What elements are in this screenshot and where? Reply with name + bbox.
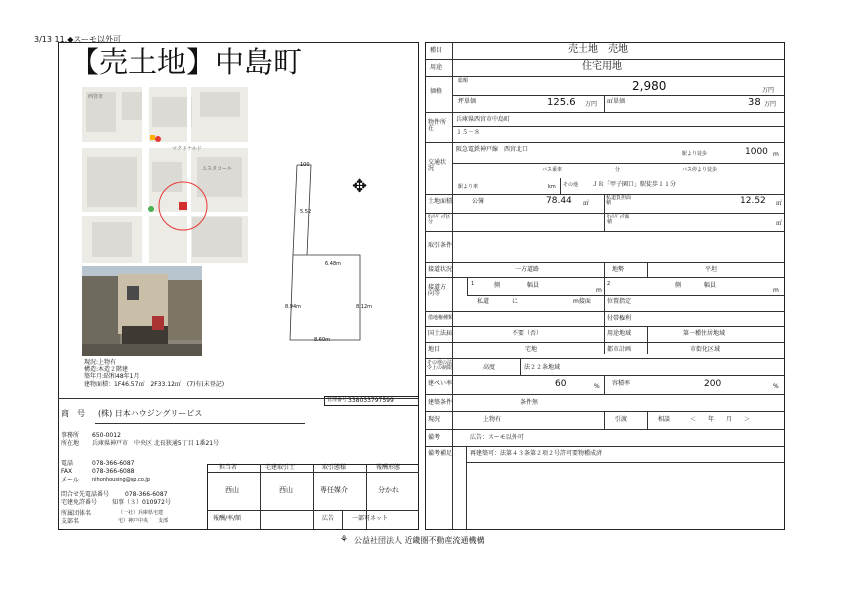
land-kind: 公簿 — [472, 198, 485, 205]
handover-bracket: ＜ 年 月 ＞ — [690, 416, 751, 423]
staff-value-1: 西山 — [225, 486, 239, 494]
staff-value-3: 専任媒介 — [320, 486, 348, 494]
walk-value: 1000 — [745, 147, 768, 157]
map-graphic — [82, 87, 248, 263]
conditions-label: 取引条件 — [428, 242, 453, 249]
r-h5 — [452, 126, 785, 127]
ad-label: 広告 — [322, 515, 335, 522]
handover: 相談 — [658, 416, 671, 423]
branch: 宅）神戸中央 支部 — [118, 518, 169, 524]
r-h14 — [425, 311, 785, 312]
lease-label: 借地権種類 — [428, 315, 454, 321]
ad-value: 一部可ネット — [352, 515, 389, 522]
use-value: 住宅用地 — [582, 61, 622, 72]
total-unit: 万円 — [762, 87, 775, 94]
r-v-road1 — [467, 277, 468, 295]
map-label-city: 西宮市 — [88, 94, 104, 100]
city-plan-label: 都市計画 — [607, 346, 632, 353]
r-h18 — [425, 375, 785, 376]
r-v-price — [604, 95, 605, 112]
license: 知事（３）010972号 — [112, 499, 171, 506]
bus-label: バス乗車 — [542, 167, 563, 173]
tsubo-label: 坪単価 — [458, 98, 477, 105]
location-2: １５－８ — [456, 129, 481, 136]
r-h1 — [425, 59, 785, 60]
right-label-col-line — [452, 42, 453, 530]
r-h21 — [425, 429, 785, 430]
r-h12 — [425, 277, 785, 278]
r-h3 — [452, 95, 785, 96]
staff-header-2: 宅建取引士 — [265, 464, 296, 471]
private-road-unit: ㎡ — [776, 200, 783, 207]
setback-unit: ㎡ — [776, 220, 783, 227]
staff-header-4: 報酬形態 — [376, 464, 401, 471]
assoc: （一社）兵庫県宅建 — [118, 510, 164, 516]
m2-unit: 万円 — [764, 101, 777, 108]
inquiry-tel: 078-366-6087 — [125, 491, 168, 498]
road2-width: 幅員 — [704, 282, 717, 289]
line-value: 阪急電鉄神戸線 西宮北口 — [456, 146, 529, 153]
r-v-other — [560, 178, 561, 194]
road-status-label: 接道状況 — [428, 266, 453, 273]
assoc-label: 所属団体名 — [61, 510, 92, 517]
bus-min: 分 — [615, 167, 621, 173]
road2-unit: m — [773, 287, 779, 294]
staff-value-2: 西山 — [279, 486, 293, 494]
status-label: 現況 — [428, 416, 441, 423]
use-label: 用途 — [430, 64, 443, 71]
branch-label: 支部名 — [61, 518, 80, 525]
walk-label: 駅より徒歩 — [682, 151, 708, 157]
r-v-zone — [647, 326, 648, 354]
r-v-handover — [604, 411, 605, 429]
r-h9 — [425, 213, 785, 214]
staff-header-3: 取引態様 — [322, 464, 347, 471]
land-area: 78.44 — [546, 196, 572, 206]
m2-value: 38 — [748, 97, 761, 108]
staff-value-4: 分かれ — [378, 486, 399, 494]
mail-label: メール — [61, 477, 79, 484]
road1-num: 1 — [471, 281, 475, 287]
zoning-label: 用途地域 — [607, 330, 632, 337]
r-h10 — [425, 231, 785, 232]
bcr-unit: % — [594, 383, 600, 390]
fax: 078-366-6088 — [92, 468, 135, 475]
postal: 650-0012 — [92, 432, 121, 439]
car-label: 駅より車 — [458, 184, 479, 190]
r-v-handover2 — [647, 411, 648, 429]
id-label: 管理番号 — [327, 397, 348, 403]
staff-table-v4 — [342, 510, 343, 530]
traffic-label: 交通状況 — [428, 159, 447, 172]
license-label: 宅建免許番号 — [61, 499, 98, 506]
private-road: 12.52 — [740, 196, 766, 206]
road-contact: m接面 — [573, 298, 591, 305]
location-map — [82, 87, 248, 263]
city-plan: 市街化区域 — [690, 346, 721, 353]
r-h8 — [425, 194, 785, 195]
private-road-label: 私道負担面積 — [606, 195, 632, 206]
r-h20 — [425, 411, 785, 412]
r-h2 — [425, 76, 785, 77]
landcat: 宅地 — [525, 346, 538, 353]
property-photo — [82, 266, 202, 356]
far-label: 容積率 — [612, 380, 631, 387]
position-label: 位置指定 — [607, 298, 632, 305]
footer-logo-icon: ⚘ — [340, 535, 349, 545]
survey-dim-left: 8.94m — [285, 304, 302, 310]
build-cond-label: 建築条件 — [428, 399, 453, 406]
terrain-label: 地勢 — [612, 266, 625, 273]
caption-line-2: 構造:木造２階建 — [84, 366, 129, 373]
survey-dim-right: 8.12m — [356, 304, 373, 310]
remark-label: 備考 — [428, 434, 441, 441]
bcr: 60 — [555, 379, 567, 389]
trade-name: (株) 日本ハウジングリービス — [98, 409, 203, 418]
survey-dim-side1: 5.52 — [300, 209, 312, 215]
commission-label: 報酬/率/額 — [213, 515, 242, 522]
far-unit: % — [773, 383, 779, 390]
height-limit: 高度 — [483, 364, 496, 371]
remark2-label: 備考補足 — [428, 450, 453, 457]
other-value: ＪＲ「甲子園口」駅徒歩１１分 — [592, 181, 677, 188]
road1-unit: m — [596, 287, 602, 294]
walk-unit: m — [773, 151, 779, 158]
setback-area-label: ｾｯﾄﾊﾞｯｸ面積 — [607, 214, 630, 225]
price-label: 価格 — [430, 88, 443, 95]
header-note: 3/13 11.◆スーモ以外可 — [34, 35, 121, 44]
tel-label: 電話 — [61, 460, 74, 467]
tel: 078-366-6087 — [92, 460, 135, 467]
remark2: 再建築可：法第４３条第２項２号許可要物種成済 — [470, 450, 603, 457]
survey-dim-mid: 6.48m — [325, 261, 342, 267]
survey-plan — [285, 160, 375, 350]
other-label: その他 — [563, 182, 579, 188]
road-status: 一方道路 — [515, 266, 540, 273]
bus-stop-walk: バス停より徒歩 — [682, 167, 718, 173]
staff-header-1: 担当者 — [219, 464, 238, 471]
map-label-mac: マクドナルド — [172, 146, 202, 152]
bcr-label: 建ぺい率 — [428, 380, 453, 387]
r-h16 — [425, 342, 785, 343]
r-h13 — [467, 295, 785, 296]
road1-width: 幅員 — [527, 282, 540, 289]
r-h22 — [425, 446, 785, 447]
survey-dim-bottom: 8.60m — [314, 337, 331, 343]
address: 兵庫県神戸市 中央区 北長狭通5丁目 1番21号 — [92, 440, 220, 447]
staff-table-v2 — [313, 464, 314, 530]
road2-num: 2 — [607, 281, 611, 287]
compass-icon: ✥ — [352, 176, 368, 197]
r-h23 — [466, 462, 785, 463]
r-h19 — [425, 394, 785, 395]
address-label: 所在地 — [61, 440, 80, 447]
terrain: 平坦 — [705, 266, 718, 273]
r-h6 — [425, 142, 785, 143]
mail: nihonhousing@sp.co.jp — [92, 477, 150, 483]
status: 上物有 — [483, 416, 502, 423]
kokudo-label: 国土法届 — [428, 330, 453, 337]
r-h17 — [425, 358, 785, 359]
land-label: 土地面積 — [428, 198, 453, 205]
m2-label: ㎡単価 — [607, 98, 626, 105]
tsubo-unit: 万円 — [585, 101, 598, 108]
road-type: 私道 — [477, 298, 490, 305]
caption-line-1: 現況:上物有 — [84, 359, 117, 366]
kokudo: 不要（否） — [512, 330, 543, 337]
setback-label: ｾｯﾄﾊﾞｯｸ区分 — [428, 214, 451, 225]
r-v-remark2 — [466, 446, 467, 530]
location-label: 物件所在 — [428, 119, 447, 132]
fax-label: FAX — [61, 468, 73, 475]
office-label: 事務所 — [61, 432, 80, 439]
kind-value: 売土地 売地 — [568, 44, 628, 55]
road1-side: 側 — [494, 282, 501, 289]
caption-line-4: 建物面積：1F46.57㎡ 2F33.12㎡ (7)有(未登記) — [84, 381, 225, 388]
r-v-terrain2 — [647, 262, 648, 277]
handover-label: 引渡 — [615, 416, 628, 423]
remark: 広告：スーモ以外可 — [470, 434, 524, 441]
road-dir-label: 接道方向等 — [428, 284, 447, 297]
km-unit: km — [548, 184, 556, 190]
rights-label: 付帯権利 — [607, 315, 632, 322]
total-value: 2,980 — [632, 79, 667, 93]
id-value: 338033797599 — [348, 397, 394, 404]
r-h15 — [425, 326, 785, 327]
photo-graphic — [82, 266, 202, 356]
road-ni: に — [512, 298, 519, 305]
footer-text: 公益社団法人 近畿圏不動産流通機構 — [354, 536, 485, 545]
landcat-label: 地目 — [428, 346, 441, 353]
other-limit-label: その他の法令上の制限 — [427, 360, 453, 371]
r-h11 — [425, 262, 785, 263]
tsubo-value: 125.6 — [547, 97, 576, 108]
staff-table-v1 — [260, 464, 261, 530]
caption-line-3: 築年月:昭和48年1月 — [84, 373, 140, 380]
location-1: 兵庫県西宮市中島町 — [456, 116, 511, 123]
other-limit: 法２２条地域 — [524, 364, 561, 371]
total-label: 総額 — [458, 78, 469, 84]
zoning: 第一種住居地域 — [683, 330, 726, 337]
land-unit: ㎡ — [583, 200, 590, 207]
inquiry-label: 問合せ先電話番号 — [61, 491, 110, 498]
r-v-far — [604, 375, 605, 394]
road2-side: 側 — [675, 282, 682, 289]
page-title: 【売土地】中島町 — [70, 45, 303, 79]
r-v-terrain — [604, 262, 605, 354]
build-cond: 条件無 — [520, 399, 539, 406]
trade-label: 商 号 — [61, 409, 85, 418]
map-label-esta: エスタコール — [202, 166, 232, 172]
far: 200 — [704, 379, 722, 389]
survey-dim-top: 100 — [300, 162, 310, 168]
trade-underline — [95, 423, 305, 424]
r-h4 — [425, 112, 785, 113]
kind-label: 種目 — [430, 47, 443, 54]
r-v-limit — [520, 358, 521, 375]
r-h7 — [452, 163, 785, 164]
